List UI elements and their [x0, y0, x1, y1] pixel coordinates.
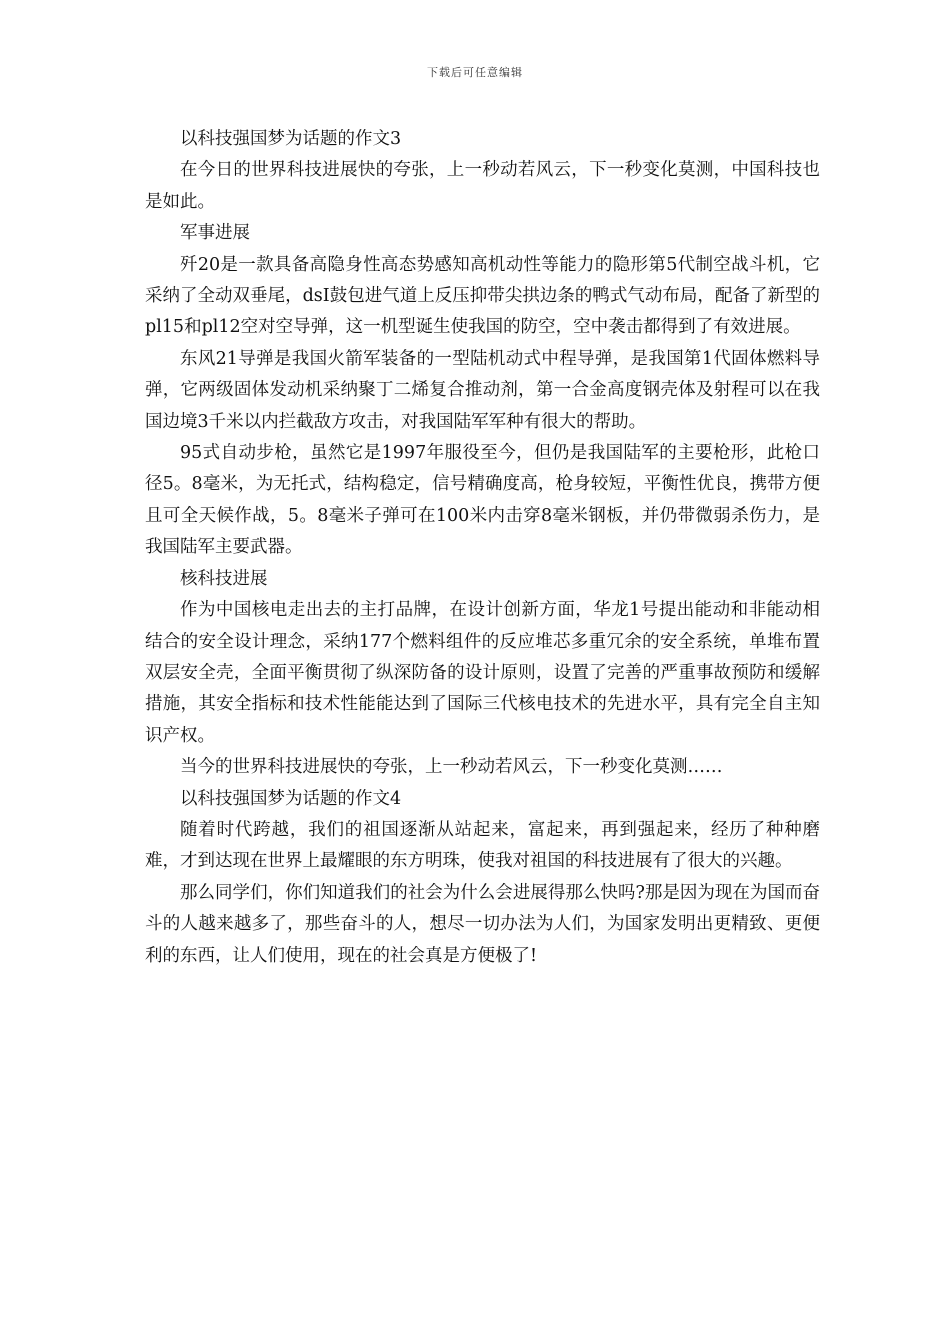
paragraph: 95式自动步枪，虽然它是1997年服役至今，但仍是我国陆军的主要枪形，此枪口径5。8毫米，为无托式，结构稳定，信号精确度高，枪身较短，平衡性优良，携带方便且可全天候作战，5。8毫米子弹可在100米内击穿8毫米钢板，并仍带微弱杀伤力，是我国陆军主要武器。: [145, 443, 820, 558]
paragraph: 东风21导弹是我国火箭军装备的一型陆机动式中程导弹，是我国第1代固体燃料导弹，它两级固体发动机采纳聚丁二烯复合推动剂，第一合金高度钢壳体及射程可以在我国边境3千米以内拦截敌方攻击，对我国陆军军种有很大的帮助。: [145, 348, 820, 432]
section-heading: 核科技进展: [180, 568, 268, 589]
document-body: [145, 124, 820, 972]
essay-title: 以科技强国梦为话题的作文4: [180, 788, 402, 809]
paragraph: 作为中国核电走出去的主打品牌，在设计创新方面，华龙1号提出能动和非能动相结合的安全设计理念，采纳177个燃料组件的反应堆芯多重冗余的安全系统，单堆布置双层安全壳，全面平衡贯彻了纵深防备的设计原则，设置了完善的严重事故预防和缓解措施，其安全指标和技术性能能达到了国际三代核电技术的先进水平，具有完全自主知识产权。: [145, 600, 820, 746]
paragraph: 那么同学们，你们知道我们的社会为什么会进展得那么快吗?那是因为现在为国而奋斗的人越来越多了，那些奋斗的人，想尽一切办法为人们，为国家发明出更精致、更便利的东西，让人们使用，现在的社会真是方便极了!: [145, 882, 820, 966]
essay-title: 以科技强国梦为话题的作文3: [180, 129, 402, 149]
paragraph: 当今的世界科技进展快的夸张，上一秒动若风云，下一秒变化莫测……: [180, 757, 723, 778]
section-heading: 军事进展: [180, 223, 250, 244]
paragraph: 在今日的世界科技进展快的夸张，上一秒动若风云，下一秒变化莫测，中国科技也是如此。: [145, 160, 820, 212]
page-header: 下载后可任意编辑: [427, 66, 523, 79]
paragraph: 随着时代跨越，我们的祖国逐渐从站起来，富起来，再到强起来，经历了种种磨难，才到达现在世界上最耀眼的东方明珠，使我对祖国的科技进展有了很大的兴趣。: [145, 819, 820, 872]
paragraph: 歼20是一款具备高隐身性高态势感知高机动性等能力的隐形第5代制空战斗机，它采纳了全动双垂尾，dsI鼓包进气道上反压抑带尖拱边条的鸭式气动布局，配备了新型的pl15和pl12空对空导弹，这一机型诞生使我国的防空，空中袭击都得到了有效进展。: [145, 254, 820, 338]
